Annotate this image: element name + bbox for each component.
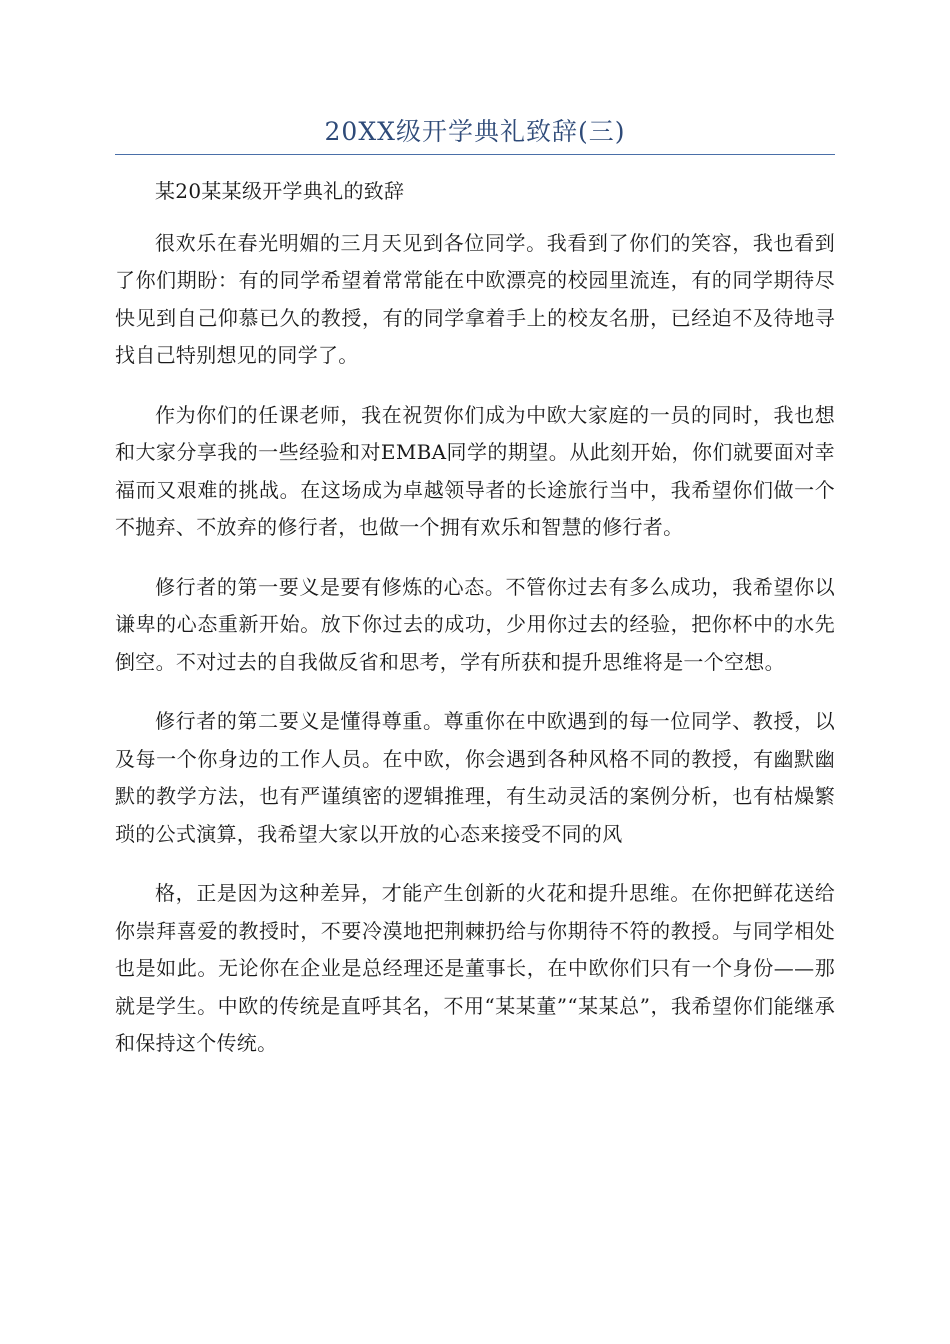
document-title: 20XX级开学典礼致辞(三) <box>324 117 626 146</box>
paragraph-second-principle: 修行者的第二要义是懂得尊重。尊重你在中欧遇到的每一位同学、教授，以及每一个你身边的工作人员。在中欧，你会遇到各种风格不同的教授，有幽默幽默的教学方法，也有严谨缜密的逻辑推理，有生动灵活的案例分析，也有枯燥繁琐的公式演算，我希望大家以开放的心态来接受不同的风 <box>115 709 835 846</box>
document-body <box>115 173 835 1085</box>
title-underline <box>115 154 835 155</box>
paragraph-expectations: 作为你们的任课老师，我在祝贺你们成为中欧大家庭的一员的同时，我也想和大家分享我的一些经验和对EMBA同学的期望。从此刻开始，你们就要面对幸福而又艰难的挑战。在这场成为卓越领导者的长途旅行当中，我希望你们做一个不抛弃、不放弃的修行者，也做一个拥有欢乐和智慧的修行者。 <box>115 402 835 539</box>
paragraph-tradition: 格，正是因为这种差异，才能产生创新的火花和提升思维。在你把鲜花送给你崇拜喜爱的教授时，不要冷漠地把荆棘扔给与你期待不符的教授。与同学相处也是如此。无论你在企业是总经理还是董事长，在中欧你们只有一个身份——那就是学生。中欧的传统是直呼其名，不用“某某董”“某某总”，我希望你们能继承和保持这个传统。 <box>115 881 835 1055</box>
paragraph-greeting: 很欢乐在春光明媚的三月天见到各位同学。我看到了你们的笑容，我也看到了你们期盼：有的同学希望着常常能在中欧漂亮的校园里流连，有的同学期待尽快见到自己仰慕已久的教授，有的同学拿着手上的校友名册，已经迫不及待地寻找自己特别想见的同学了。 <box>115 230 835 367</box>
paragraph-first-principle: 修行者的第一要义是要有修炼的心态。不管你过去有多么成功，我希望你以谦卑的心态重新开始。放下你过去的成功，少用你过去的经验，把你杯中的水先倒空。不对过去的自我做反省和思考，学有所获和提升思维将是一个空想。 <box>115 574 835 674</box>
speech-heading: 某20某某级开学典礼的致辞 <box>155 179 405 203</box>
